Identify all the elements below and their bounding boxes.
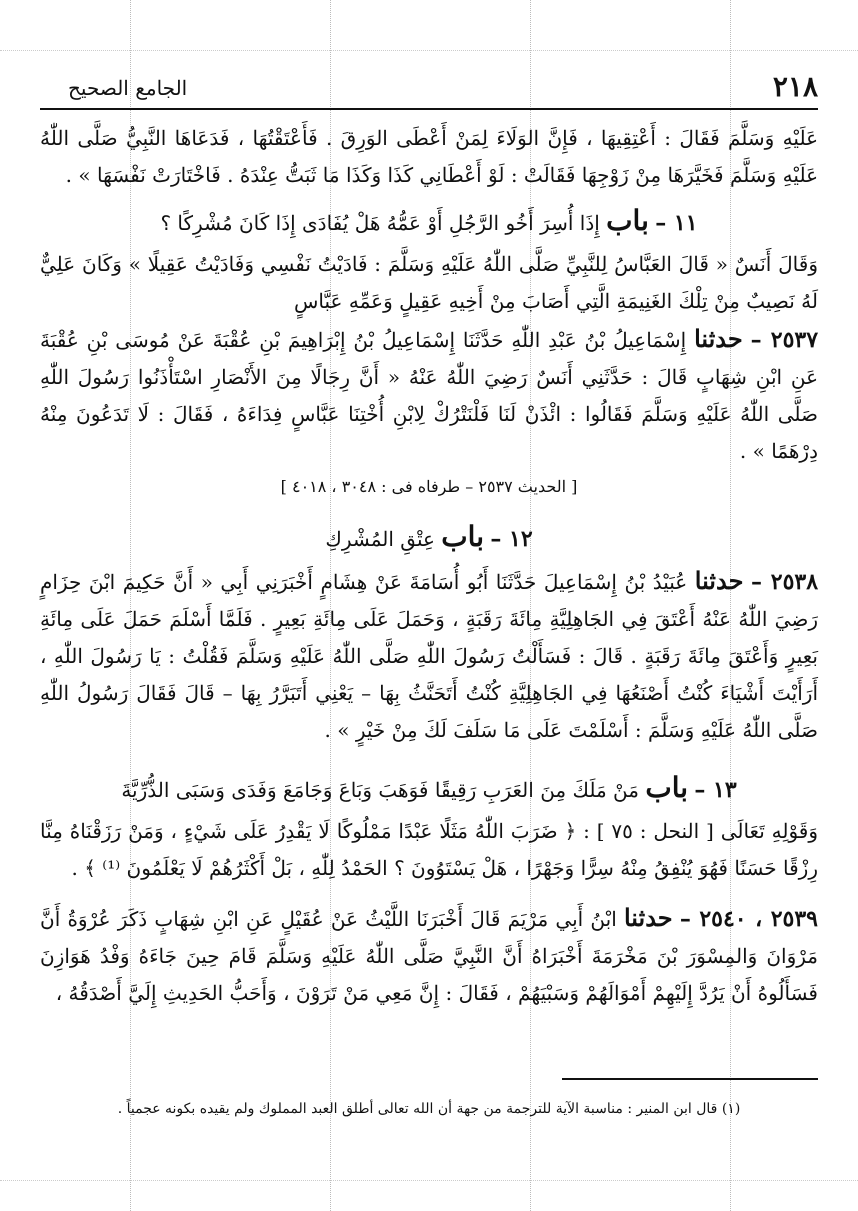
paragraph: وَقَالَ أَنَسٌ « قَالَ العَبَّاسُ لِلنَّبِيِّ صَلَّى اللّٰهُ عَلَيْهِ وَسَلَّمَ : فَادَيْتُ نَفْسِي وَفَادَيْتُ عَقِيلًا » وَكَانَ عَلِيٌّ لَهُ نَصِيبٌ مِنْ تِلْكَ الغَنِيمَةِ الَّتِي أَصَابَ مِنْ أَخِيهِ عَقِيلٍ وَعَمِّهِ عَبَّاسٍ: [40, 252, 818, 313]
chapter-title: مَنْ مَلَكَ مِنَ العَرَبِ رَقِيقًا فَوَهَبَ وَبَاعَ وَجَامَعَ وَفَدَى وَسَبَى الذُّرِّيَّةَ: [121, 778, 639, 802]
running-title: الجامع الصحيح: [68, 76, 188, 100]
hadith-2538: [40, 562, 818, 749]
spacer: [40, 887, 818, 899]
haddathana-marker: حدثنا: [694, 324, 743, 353]
haddathana-marker: حدثنا: [623, 903, 673, 932]
chapter-title: إِذَا أُسِرَ أَخُو الرَّجُلِ أَوْ عَمُّهُ هَلْ يُفَادَى إِذَا كَانَ مُشْرِكًا ؟: [160, 211, 600, 235]
hadith-text: إِسْمَاعِيلُ بْنُ عَبْدِ اللّٰهِ حَدَّثَنَا إِسْمَاعِيلُ بْنُ إِبْرَاهِيمَ بْنِ عُقْبَةَ عَنْ مُوسَى بْنِ عُقْبَةَ عَنِ ابْنِ شِهَابٍ قَالَ : حَدَّثَنِي أَنَسٌ رَضِيَ اللّٰهُ عَنْهُ « أَنَّ رِجَالًا مِنَ الأَنْصَارِ اسْتَأْذَنُوا رَسُولَ اللّٰهِ صَلَّى اللّٰهُ عَلَيْهِ وَسَلَّمَ فَقَالُوا : ائْذَنْ لَنَا فَلْنَتْرُكْ لِابْنِ أُخْتِنَا عَبَّاسٍ فِدَاءَهُ ، فَقَالَ : لَا تَدَعُونَ مِنْهُ دِرْهَمًا » .: [40, 328, 818, 463]
hadith-number: ٢٥٣٨ –: [750, 569, 819, 595]
footnote-divider: [562, 1078, 818, 1080]
footnote: (١) قال ابن المنير : مناسبة الآية للترجمة من جهة أن الله تعالى أطلق العبد المملوك ولم يقيده بكونه عجمياً .: [117, 1101, 741, 1117]
spacer: [40, 749, 818, 761]
dotted-guide: [0, 50, 858, 51]
hadith-2539: [40, 899, 818, 1012]
dotted-guide: [0, 1180, 858, 1181]
chapter-title: عِتْقِ المُشْرِكِ: [325, 527, 435, 551]
page-header: [40, 68, 818, 110]
chapter-heading-11: [40, 204, 818, 240]
hadith-number: ٢٥٣٧ –: [750, 327, 819, 353]
chapter-number: ١١ –: [655, 210, 698, 236]
bab-label: باب: [441, 520, 484, 553]
page-body: [40, 120, 818, 1012]
paragraph: وَقَوْلِهِ تَعَالَى [ النحل : ٧٥ ] : ﴿ ضَرَبَ اللّٰهُ مَثَلًا عَبْدًا مَمْلُوكًا لَا يَقْدِرُ عَلَى شَيْءٍ ، وَمَنْ رَزَقْنَاهُ مِنَّا رِزْقًا حَسَنًا فَهُوَ يُنْفِقُ مِنْهُ سِرًّا وَجَهْرًا ، هَلْ يَسْتَوُونَ ؟ الحَمْدُ لِلّٰهِ ، بَلْ أَكْثَرُهُمْ لَا يَعْلَمُونَ ⁽¹⁾ ﴾ .: [40, 819, 819, 880]
hadith-2537: [40, 320, 818, 470]
page-number: ٢١٨: [772, 70, 818, 103]
chapter-heading-13: [40, 771, 818, 807]
chapter-heading-12: [40, 520, 818, 556]
hadith-text: عُبَيْدُ بْنُ إِسْمَاعِيلَ حَدَّثَنَا أَبُو أُسَامَةَ عَنْ هِشَامٍ أَخْبَرَنِي أَبِي « أَنَّ حَكِيمَ ابْنَ حِزَامٍ رَضِيَ اللّٰهُ عَنْهُ أَعْتَقَ فِي الجَاهِلِيَّةِ مِائَةَ رَقَبَةٍ ، وَحَمَلَ عَلَى مِائَةِ بَعِيرٍ . فَلَمَّا أَسْلَمَ حَمَلَ عَلَى مِائَةِ بَعِيرٍ وَأَعْتَقَ مِائَةَ رَقَبَةٍ . قَالَ : فَسَأَلْتُ رَسُولَ اللّٰهِ صَلَّى اللّٰهُ عَلَيْهِ وَسَلَّمَ فَقُلْتُ : يَا رَسُولَ اللّٰهِ ، أَرَأَيْتَ أَشْيَاءَ كُنْتُ أَصْنَعُهَا فِي الجَاهِلِيَّةِ كُنْتُ أَتَحَنَّثُ بِهَا – يَعْنِي أَتَبَرَّرُ بِهَا – قَالَ فَقَالَ رَسُولُ اللّٰهِ صَلَّى اللّٰهُ عَلَيْهِ وَسَلَّمَ : أَسْلَمْتَ عَلَى مَا سَلَفَ لَكَ مِنْ خَيْرٍ » .: [40, 570, 818, 742]
bab-label: باب: [606, 204, 649, 237]
chapter-number: ١٢ –: [490, 526, 533, 552]
hadith-text: ابْنُ أَبِي مَرْيَمَ قَالَ أَخْبَرَنَا اللَّيْثُ عَنْ عُقَيْلٍ عَنِ ابْنِ شِهَابٍ ذَكَرَ عُرْوَةُ أَنَّ مَرْوَانَ وَالمِسْوَرَ بْنَ مَخْرَمَةَ أَخْبَرَاهُ أَنَّ النَّبِيَّ صَلَّى اللّٰهُ عَلَيْهِ وَسَلَّمَ قَامَ حِينَ جَاءَهُ وَفْدُ هَوَازِنَ فَسَأَلُوهُ أَنْ يَرُدَّ إِلَيْهِمْ أَمْوَالَهُمْ وَسَبْيَهُمْ ، فَقَالَ : إِنَّ مَعِي مَنْ تَرَوْنَ ، وَأَحَبُّ الحَدِيثِ إِلَيَّ أَصْدَقُهُ ،: [40, 907, 818, 1005]
hadith-number: ٢٥٣٩ ، ٢٥٤٠ –: [679, 906, 818, 932]
haddathana-marker: حدثنا: [694, 566, 744, 595]
hadith-reference: [ الحديث ٢٥٣٧ – طرفاه فى : ٣٠٤٨ ، ٤٠١٨ ]: [280, 477, 578, 496]
paragraph: عَلَيْهِ وَسَلَّمَ فَقَالَ : أَعْتِقِيهَا ، فَإِنَّ الوَلَاءَ لِمَنْ أَعْطَى الوَرِقَ . فَأَعْتَقْتُهَا ، فَدَعَاهَا النَّبِيُّ صَلَّى اللّٰهُ عَلَيْهِ وَسَلَّمَ فَخَيَّرَهَا مِنْ زَوْجِهَا فَقَالَتْ : لَوْ أَعْطَانِي كَذَا وَكَذَا مَا ثَبَتُّ عِنْدَهُ . فَاخْتَارَتْ نَفْسَهَا » .: [40, 126, 818, 187]
bab-label: باب: [645, 771, 689, 804]
chapter-number: ١٣ –: [694, 777, 737, 803]
